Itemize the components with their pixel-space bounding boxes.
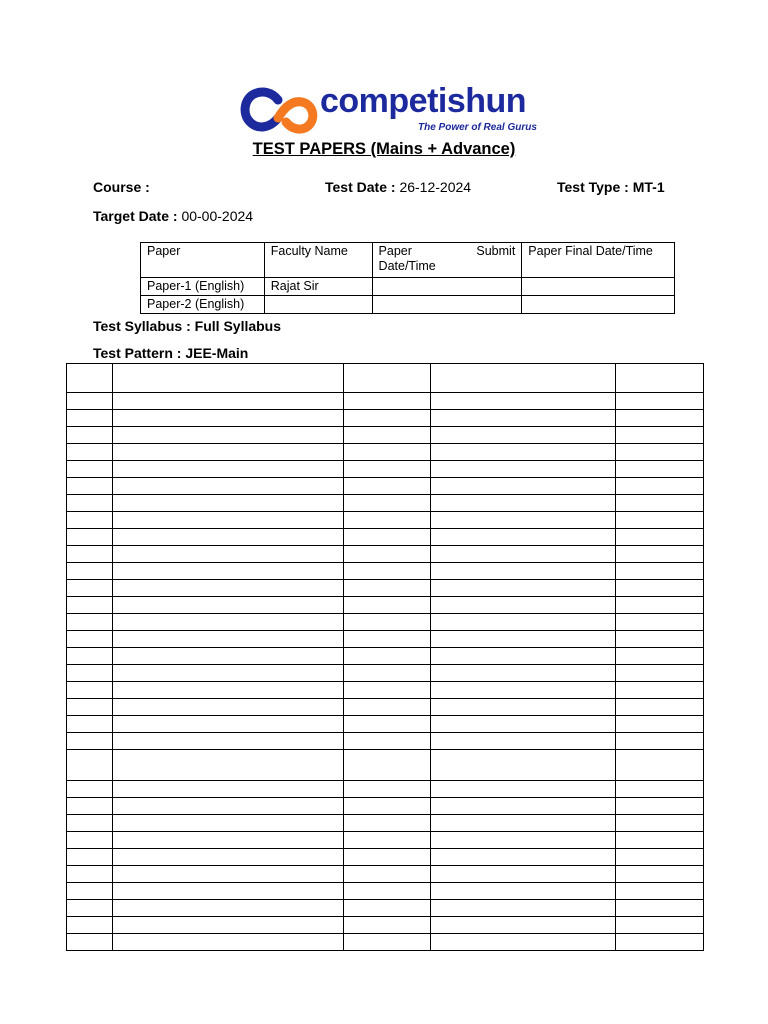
grid-cell — [112, 614, 343, 631]
grid-row — [67, 546, 704, 563]
grid-cell — [616, 781, 704, 798]
logo-brand-text: competishun — [320, 82, 527, 120]
grid-cell — [112, 393, 343, 410]
grid-cell — [67, 849, 113, 866]
grid-cell — [616, 393, 704, 410]
page-title: TEST PAPERS (Mains + Advance) — [252, 140, 516, 158]
grid-cell — [112, 512, 343, 529]
header-faculty-name: Faculty Name — [264, 243, 372, 278]
grid-row — [67, 900, 704, 917]
grid-cell — [616, 750, 704, 781]
grid-cell — [343, 781, 431, 798]
grid-cell — [67, 832, 113, 849]
grid-cell — [112, 427, 343, 444]
grid-cell — [616, 699, 704, 716]
grid-row — [67, 682, 704, 699]
grid-cell — [343, 917, 431, 934]
grid-cell — [112, 900, 343, 917]
grid-cell — [616, 580, 704, 597]
grid-row — [67, 849, 704, 866]
test-pattern-field — [93, 345, 248, 361]
grid-cell — [343, 665, 431, 682]
grid-cell — [431, 798, 616, 815]
grid-cell — [616, 512, 704, 529]
grid-cell — [431, 750, 616, 781]
grid-cell — [431, 393, 616, 410]
grid-cell — [343, 934, 431, 951]
test-type-field — [557, 179, 665, 195]
test-syllabus-label: Test Syllabus : — [93, 318, 191, 334]
grid-cell — [616, 597, 704, 614]
grid-cell — [67, 478, 113, 495]
grid-cell — [431, 682, 616, 699]
test-date-field — [325, 179, 471, 195]
grid-cell — [343, 631, 431, 648]
grid-row — [67, 665, 704, 682]
header-paper-final: Paper Final Date/Time — [522, 243, 675, 278]
table-cell: Paper-1 (English) — [141, 278, 265, 296]
grid-cell — [431, 529, 616, 546]
grid-cell — [343, 883, 431, 900]
grid-cell — [343, 750, 431, 781]
paper-table — [140, 242, 675, 314]
header-paper: Paper — [141, 243, 265, 278]
grid-cell — [616, 716, 704, 733]
grid-cell — [343, 580, 431, 597]
grid-cell — [112, 699, 343, 716]
test-date-value: 26-12-2024 — [399, 179, 472, 195]
grid-cell — [431, 563, 616, 580]
grid-cell — [343, 682, 431, 699]
grid-cell — [343, 798, 431, 815]
grid-cell — [67, 883, 113, 900]
grid-cell — [343, 815, 431, 832]
grid-cell — [431, 444, 616, 461]
grid-row — [67, 798, 704, 815]
grid-cell — [112, 716, 343, 733]
grid-cell — [616, 614, 704, 631]
grid-cell — [112, 648, 343, 665]
header-paper-submit: Paper Submit Date/Time — [372, 243, 522, 278]
grid-cell — [343, 563, 431, 580]
grid-cell — [616, 427, 704, 444]
grid-row — [67, 917, 704, 934]
grid-cell — [616, 529, 704, 546]
grid-cell — [616, 815, 704, 832]
logo-mark-icon — [240, 86, 320, 136]
grid-cell — [112, 580, 343, 597]
grid-row — [67, 597, 704, 614]
grid-cell — [616, 665, 704, 682]
grid-row — [67, 883, 704, 900]
grid-row — [67, 444, 704, 461]
grid-cell — [431, 815, 616, 832]
grid-cell — [431, 934, 616, 951]
grid-cell — [67, 461, 113, 478]
grid-row — [67, 631, 704, 648]
grid-cell — [67, 393, 113, 410]
grid-cell — [343, 648, 431, 665]
grid-cell — [616, 444, 704, 461]
grid-row — [67, 815, 704, 832]
grid-cell — [67, 866, 113, 883]
grid-cell — [67, 665, 113, 682]
grid-cell — [112, 866, 343, 883]
grid-cell — [67, 815, 113, 832]
grid-cell — [616, 631, 704, 648]
grid-cell — [343, 849, 431, 866]
grid-cell — [343, 495, 431, 512]
grid-row — [67, 781, 704, 798]
table-cell — [372, 296, 522, 314]
grid-cell — [112, 849, 343, 866]
grid-cell — [67, 364, 113, 393]
grid-cell — [67, 648, 113, 665]
grid-cell — [343, 427, 431, 444]
grid-cell — [431, 495, 616, 512]
grid-cell — [343, 900, 431, 917]
grid-cell — [67, 750, 113, 781]
grid-row — [67, 832, 704, 849]
grid-cell — [431, 883, 616, 900]
grid-cell — [67, 781, 113, 798]
table-cell: Paper-2 (English) — [141, 296, 265, 314]
test-syllabus-value: Full Syllabus — [194, 318, 282, 334]
grid-row — [67, 563, 704, 580]
grid-cell — [343, 393, 431, 410]
grid-row — [67, 478, 704, 495]
grid-cell — [431, 917, 616, 934]
grid-cell — [112, 832, 343, 849]
grid-row — [67, 427, 704, 444]
test-type-label: Test Type : — [557, 179, 629, 195]
grid-row — [67, 364, 704, 393]
grid-cell — [431, 648, 616, 665]
grid-cell — [112, 798, 343, 815]
grid-cell — [67, 699, 113, 716]
grid-cell — [67, 597, 113, 614]
grid-cell — [67, 529, 113, 546]
grid-cell — [112, 934, 343, 951]
grid-row — [67, 733, 704, 750]
grid-cell — [112, 597, 343, 614]
grid-cell — [67, 716, 113, 733]
grid-row — [67, 410, 704, 427]
grid-cell — [431, 631, 616, 648]
grid-cell — [431, 597, 616, 614]
grid-cell — [112, 444, 343, 461]
grid-cell — [112, 546, 343, 563]
grid-cell — [343, 444, 431, 461]
grid-cell — [112, 529, 343, 546]
grid-cell — [67, 733, 113, 750]
grid-cell — [67, 563, 113, 580]
grid-cell — [67, 427, 113, 444]
grid-cell — [112, 917, 343, 934]
grid-cell — [112, 750, 343, 781]
grid-row — [67, 648, 704, 665]
grid-cell — [616, 849, 704, 866]
grid-cell — [112, 495, 343, 512]
grid-row — [67, 461, 704, 478]
grid-cell — [616, 883, 704, 900]
table-cell — [522, 296, 675, 314]
grid-cell — [112, 563, 343, 580]
grid-cell — [616, 733, 704, 750]
grid-cell — [343, 546, 431, 563]
grid-row — [67, 716, 704, 733]
grid-row — [67, 866, 704, 883]
empty-grid-table — [66, 363, 704, 951]
grid-row — [67, 699, 704, 716]
grid-cell — [616, 900, 704, 917]
grid-cell — [431, 781, 616, 798]
grid-cell — [67, 682, 113, 699]
grid-cell — [343, 529, 431, 546]
table-cell — [372, 278, 522, 296]
competishun-logo — [240, 82, 540, 138]
table-cell — [522, 278, 675, 296]
grid-cell — [431, 546, 616, 563]
grid-cell — [112, 461, 343, 478]
grid-cell — [431, 364, 616, 393]
grid-cell — [67, 410, 113, 427]
table-cell — [264, 296, 372, 314]
grid-cell — [67, 546, 113, 563]
grid-cell — [343, 716, 431, 733]
grid-cell — [343, 461, 431, 478]
grid-cell — [67, 512, 113, 529]
grid-cell — [67, 900, 113, 917]
grid-cell — [343, 478, 431, 495]
target-date-value: 00-00-2024 — [181, 208, 254, 224]
grid-cell — [431, 512, 616, 529]
grid-cell — [112, 364, 343, 393]
grid-cell — [67, 580, 113, 597]
grid-cell — [616, 461, 704, 478]
grid-cell — [616, 563, 704, 580]
test-pattern-value: JEE-Main — [185, 345, 249, 361]
grid-row — [67, 529, 704, 546]
grid-cell — [616, 832, 704, 849]
test-syllabus-field — [93, 318, 281, 334]
grid-cell — [616, 364, 704, 393]
grid-cell — [112, 733, 343, 750]
test-type-value: MT-1 — [632, 179, 665, 195]
grid-row — [67, 614, 704, 631]
grid-cell — [67, 917, 113, 934]
grid-row — [67, 495, 704, 512]
paper-table-header — [141, 243, 675, 278]
grid-cell — [112, 665, 343, 682]
grid-cell — [67, 798, 113, 815]
grid-cell — [431, 733, 616, 750]
grid-cell — [431, 665, 616, 682]
grid-cell — [112, 682, 343, 699]
grid-cell — [616, 917, 704, 934]
grid-cell — [431, 427, 616, 444]
grid-cell — [616, 648, 704, 665]
grid-cell — [431, 699, 616, 716]
grid-cell — [343, 614, 431, 631]
grid-cell — [343, 364, 431, 393]
grid-cell — [431, 461, 616, 478]
grid-cell — [112, 410, 343, 427]
table-cell: Rajat Sir — [264, 278, 372, 296]
grid-cell — [431, 580, 616, 597]
grid-row — [67, 750, 704, 781]
grid-cell — [431, 832, 616, 849]
target-date-label: Target Date : — [93, 208, 178, 224]
grid-cell — [112, 631, 343, 648]
grid-row — [67, 393, 704, 410]
grid-cell — [616, 546, 704, 563]
grid-cell — [616, 682, 704, 699]
target-date-field — [93, 208, 253, 224]
grid-cell — [67, 934, 113, 951]
grid-cell — [112, 781, 343, 798]
grid-cell — [343, 512, 431, 529]
grid-cell — [431, 716, 616, 733]
grid-cell — [616, 798, 704, 815]
grid-cell — [67, 444, 113, 461]
grid-cell — [343, 733, 431, 750]
grid-cell — [431, 410, 616, 427]
table-row — [141, 278, 675, 296]
grid-cell — [616, 478, 704, 495]
grid-cell — [112, 815, 343, 832]
grid-cell — [343, 410, 431, 427]
grid-cell — [616, 495, 704, 512]
grid-cell — [431, 478, 616, 495]
course-field — [93, 179, 150, 195]
grid-row — [67, 934, 704, 951]
logo-tagline: The Power of Real Gurus — [418, 122, 537, 133]
grid-cell — [431, 614, 616, 631]
grid-cell — [616, 934, 704, 951]
grid-cell — [343, 597, 431, 614]
grid-cell — [616, 866, 704, 883]
grid-cell — [616, 410, 704, 427]
grid-row — [67, 512, 704, 529]
grid-row — [67, 580, 704, 597]
grid-cell — [112, 883, 343, 900]
grid-cell — [67, 614, 113, 631]
grid-cell — [431, 866, 616, 883]
grid-cell — [343, 866, 431, 883]
grid-cell — [343, 699, 431, 716]
grid-cell — [343, 832, 431, 849]
test-date-label: Test Date : — [325, 179, 396, 195]
grid-cell — [67, 495, 113, 512]
grid-cell — [431, 849, 616, 866]
test-pattern-label: Test Pattern : — [93, 345, 182, 361]
grid-cell — [67, 631, 113, 648]
grid-cell — [112, 478, 343, 495]
table-row — [141, 296, 675, 314]
course-label: Course : — [93, 179, 150, 195]
grid-cell — [431, 900, 616, 917]
